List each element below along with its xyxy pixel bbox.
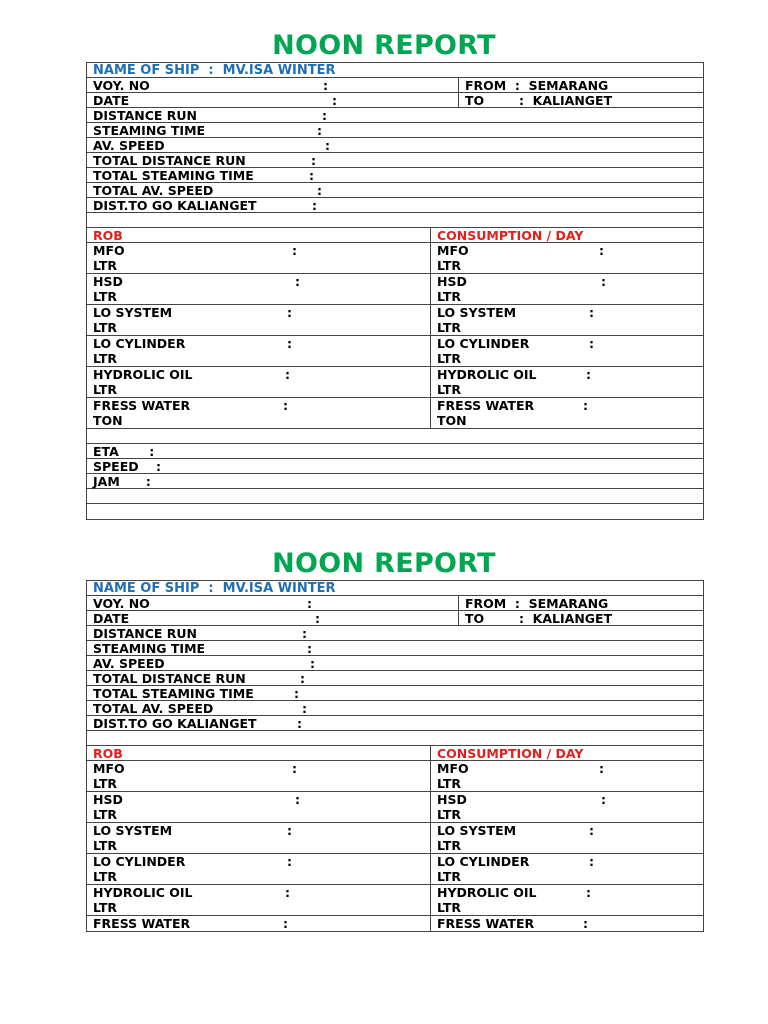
voy-colon: : — [307, 596, 312, 611]
eta-row — [87, 444, 703, 459]
date-row — [87, 611, 703, 626]
colon: : — [292, 243, 297, 258]
date-row — [87, 93, 703, 108]
colon: : — [601, 274, 606, 289]
colon: : — [297, 716, 302, 731]
rob-heading: ROB — [93, 228, 123, 243]
spacer-row — [87, 504, 703, 519]
rob-fress-water-label: FRESS WATER — [93, 916, 191, 931]
rob-lo-cylinder-label: LO CYLINDER — [93, 336, 186, 351]
steaming-time-row — [87, 641, 703, 656]
colon: : — [586, 885, 591, 900]
colon: : — [283, 398, 288, 413]
fress-water-row — [87, 398, 703, 429]
lo-cylinder-row — [87, 854, 703, 885]
ship-name-row — [87, 63, 703, 78]
total-distance-label: TOTAL DISTANCE RUN — [93, 671, 246, 686]
unit-ltr: LTR — [437, 258, 462, 273]
hsd-row — [87, 792, 703, 823]
fress-water-row — [87, 916, 703, 931]
unit-ltr: LTR — [437, 382, 462, 397]
cons-hsd-label: HSD — [437, 274, 467, 289]
dist-to-go-row — [87, 198, 703, 213]
rob-lo-system-label: LO SYSTEM — [93, 823, 173, 838]
colon: : — [322, 108, 327, 123]
colon: : — [599, 243, 604, 258]
jam-row — [87, 474, 703, 489]
cons-lo-system-label: LO SYSTEM — [437, 305, 517, 320]
av-speed-label: AV. SPEED — [93, 656, 165, 671]
date-label: DATE — [93, 611, 130, 626]
unit-ltr: LTR — [93, 351, 118, 366]
steaming-time-label: STEAMING TIME — [93, 123, 206, 138]
voy-row — [87, 78, 703, 93]
colon: : — [307, 641, 312, 656]
cons-fress-water-label: FRESS WATER — [437, 916, 535, 931]
noon-report-form — [86, 62, 704, 520]
ship-name-row — [87, 581, 703, 596]
unit-ltr: LTR — [93, 838, 118, 853]
colon: : — [300, 671, 305, 686]
colon: : — [295, 274, 300, 289]
distance-run-row — [87, 108, 703, 123]
colon: : — [586, 367, 591, 382]
cons-hydrolic-label: HYDROLIC OIL — [437, 367, 537, 382]
steaming-time-row — [87, 123, 703, 138]
unit-ltr: LTR — [437, 838, 462, 853]
rob-mfo-label: MFO — [93, 243, 125, 258]
colon: : — [583, 398, 588, 413]
colon: : — [285, 367, 290, 382]
rob-hydrolic-label: HYDROLIC OIL — [93, 885, 193, 900]
speed-row — [87, 459, 703, 474]
spacer-row — [87, 429, 703, 444]
total-distance-row — [87, 671, 703, 686]
colon: : — [589, 854, 594, 869]
date-label: DATE — [93, 93, 130, 108]
rob-mfo-label: MFO — [93, 761, 125, 776]
total-av-speed-row — [87, 701, 703, 716]
eta-label: ETA : — [93, 444, 155, 459]
voy-colon: : — [323, 78, 328, 93]
rob-fress-water-label: FRESS WATER — [93, 398, 191, 413]
to-port: TO : KALIANGET — [465, 93, 613, 108]
colon: : — [589, 305, 594, 320]
colon: : — [287, 305, 292, 320]
cons-hsd-label: HSD — [437, 792, 467, 807]
unit-ltr: LTR — [93, 776, 118, 791]
colon: : — [599, 761, 604, 776]
hydrolic-oil-row — [87, 885, 703, 916]
cons-mfo-label: MFO — [437, 761, 469, 776]
rob-lo-system-label: LO SYSTEM — [93, 305, 173, 320]
cons-lo-cylinder-label: LO CYLINDER — [437, 854, 530, 869]
unit-ltr: LTR — [437, 289, 462, 304]
colon: : — [309, 168, 314, 183]
lo-system-row — [87, 823, 703, 854]
consumption-heading: CONSUMPTION / DAY — [437, 228, 584, 243]
spacer-row — [87, 731, 703, 746]
rob-hsd-label: HSD — [93, 792, 123, 807]
rob-lo-cylinder-label: LO CYLINDER — [93, 854, 186, 869]
rob-header-row — [87, 746, 703, 761]
mfo-row — [87, 243, 703, 274]
dist-to-go-label: DIST.TO GO KALIANGET — [93, 198, 257, 213]
distance-run-label: DISTANCE RUN — [93, 626, 198, 641]
distance-run-row — [87, 626, 703, 641]
colon: : — [292, 761, 297, 776]
spacer-row — [87, 489, 703, 504]
unit-ltr: LTR — [93, 807, 118, 822]
total-av-speed-label: TOTAL AV. SPEED — [93, 183, 214, 198]
unit-ltr: LTR — [437, 869, 462, 884]
cons-lo-system-label: LO SYSTEM — [437, 823, 517, 838]
colon: : — [283, 916, 288, 931]
total-av-speed-label: TOTAL AV. SPEED — [93, 701, 214, 716]
unit-ltr: LTR — [93, 382, 118, 397]
report-title: NOON REPORT — [272, 548, 496, 579]
colon: : — [317, 123, 322, 138]
unit-ton: TON — [93, 413, 123, 428]
rob-hsd-label: HSD — [93, 274, 123, 289]
colon: : — [302, 701, 307, 716]
unit-ltr: LTR — [437, 900, 462, 915]
unit-ltr: LTR — [93, 258, 118, 273]
colon: : — [601, 792, 606, 807]
voy-label: VOY. NO — [93, 78, 150, 93]
date-colon: : — [332, 93, 337, 108]
unit-ltr: LTR — [93, 289, 118, 304]
total-av-speed-row — [87, 183, 703, 198]
ship-name: NAME OF SHIP : MV.ISA WINTER — [93, 63, 336, 78]
lo-cylinder-row — [87, 336, 703, 367]
rob-header-row — [87, 228, 703, 243]
voy-row — [87, 596, 703, 611]
colon: : — [294, 686, 299, 701]
dist-to-go-row — [87, 716, 703, 731]
rob-hydrolic-label: HYDROLIC OIL — [93, 367, 193, 382]
cons-mfo-label: MFO — [437, 243, 469, 258]
hsd-row — [87, 274, 703, 305]
ship-name: NAME OF SHIP : MV.ISA WINTER — [93, 581, 336, 596]
total-distance-row — [87, 153, 703, 168]
cons-lo-cylinder-label: LO CYLINDER — [437, 336, 530, 351]
total-distance-label: TOTAL DISTANCE RUN — [93, 153, 246, 168]
from-port: FROM : SEMARANG — [465, 596, 609, 611]
to-port: TO : KALIANGET — [465, 611, 613, 626]
colon: : — [285, 885, 290, 900]
hydrolic-oil-row — [87, 367, 703, 398]
voy-label: VOY. NO — [93, 596, 150, 611]
total-steaming-row — [87, 686, 703, 701]
unit-ltr: LTR — [437, 351, 462, 366]
total-steaming-row — [87, 168, 703, 183]
colon: : — [287, 854, 292, 869]
colon: : — [310, 656, 315, 671]
av-speed-row — [87, 656, 703, 671]
colon: : — [311, 153, 316, 168]
report-title: NOON REPORT — [272, 30, 496, 61]
total-steaming-label: TOTAL STEAMING TIME — [93, 686, 254, 701]
colon: : — [589, 823, 594, 838]
colon: : — [287, 823, 292, 838]
dist-to-go-label: DIST.TO GO KALIANGET — [93, 716, 257, 731]
av-speed-label: AV. SPEED — [93, 138, 165, 153]
colon: : — [583, 916, 588, 931]
from-port: FROM : SEMARANG — [465, 78, 609, 93]
unit-ltr: LTR — [93, 869, 118, 884]
colon: : — [302, 626, 307, 641]
colon: : — [287, 336, 292, 351]
colon: : — [295, 792, 300, 807]
unit-ltr: LTR — [93, 900, 118, 915]
total-steaming-label: TOTAL STEAMING TIME — [93, 168, 254, 183]
steaming-time-label: STEAMING TIME — [93, 641, 206, 656]
unit-ltr: LTR — [437, 776, 462, 791]
cons-hydrolic-label: HYDROLIC OIL — [437, 885, 537, 900]
cons-fress-water-label: FRESS WATER — [437, 398, 535, 413]
colon: : — [325, 138, 330, 153]
date-colon: : — [315, 611, 320, 626]
mfo-row — [87, 761, 703, 792]
rob-heading: ROB — [93, 746, 123, 761]
lo-system-row — [87, 305, 703, 336]
colon: : — [312, 198, 317, 213]
av-speed-row — [87, 138, 703, 153]
speed-label: SPEED : — [93, 459, 162, 474]
spacer-row — [87, 213, 703, 228]
colon: : — [589, 336, 594, 351]
noon-report-form — [86, 580, 704, 932]
unit-ltr: LTR — [437, 807, 462, 822]
colon: : — [317, 183, 322, 198]
jam-label: JAM : — [93, 474, 151, 489]
unit-ton: TON — [437, 413, 467, 428]
distance-run-label: DISTANCE RUN — [93, 108, 198, 123]
consumption-heading: CONSUMPTION / DAY — [437, 746, 584, 761]
unit-ltr: LTR — [437, 320, 462, 335]
unit-ltr: LTR — [93, 320, 118, 335]
